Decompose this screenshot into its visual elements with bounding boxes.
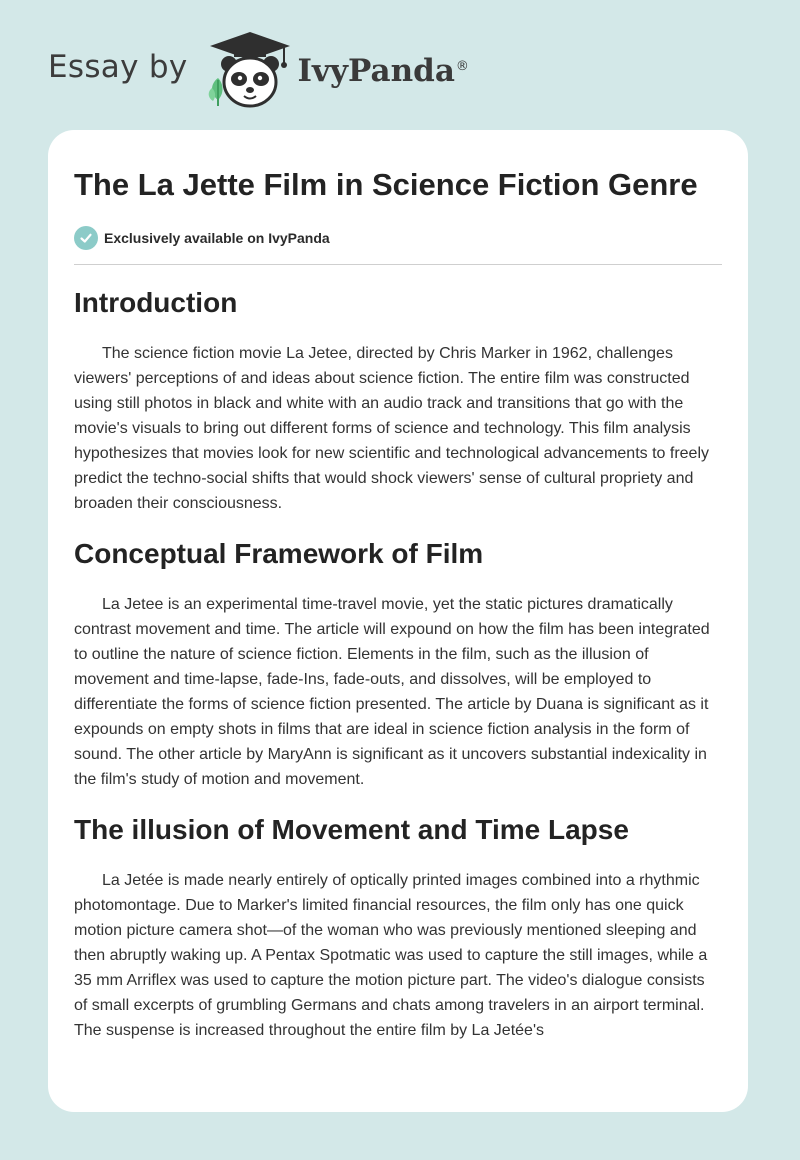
section-illusion-of-movement: [74, 812, 722, 1043]
section-heading: Conceptual Framework of Film: [74, 538, 484, 569]
section-introduction: [74, 285, 722, 516]
essay-title: The La Jette Film in Science Fiction Genre: [74, 167, 698, 202]
registered-mark: ®: [455, 58, 469, 74]
site-brand[interactable]: [48, 30, 508, 110]
exclusive-notice: [74, 226, 722, 265]
check-icon: [74, 226, 98, 250]
section-heading: The illusion of Movement and Time Lapse: [74, 814, 629, 845]
exclusive-label: Exclusively available on IvyPanda: [104, 230, 330, 246]
panda-mascot-icon: [204, 30, 296, 110]
section-paragraph: La Jetee is an experimental time-travel movie, yet the static pictures dramatically contrast movement and time. The article will expound on how the film has been integrated to outline the nature of science fiction. Elements in the film, such as the illusion of movement and time-lapse, fade-Ins, fade-outs, and dissolves, will be employed to differentiate the forms of science fiction presented. The article by Duana is significant as it expounds on empty shots in films that are ideal in science fiction analysis in the form of sound. The other article by MaryAnn is significant as it uncovers substantial indexicality in the film's study of motion and movement.: [74, 596, 710, 788]
section-heading: Introduction: [74, 287, 238, 318]
section-paragraph: La Jetée is made nearly entirely of optically printed images combined into a rhythmic photomontage. Due to Marker's limited financial resources, the film only has one quick motion picture camera shot—of the woman who was previously mentioned sleeping and then abruptly waking up. A Pentax Spotmatic was used to capture the still images, while a 35 mm Arriflex was used to capture the motion picture part. The video's dialogue consists of small excerpts of grumbling Germans and chats among travelers in an airport terminal. The suspense is increased throughout the entire film by La Jetée's: [74, 872, 708, 1039]
brand-name: IvyPanda: [297, 53, 455, 89]
section-paragraph: The science fiction movie La Jetee, directed by Chris Marker in 1962, challenges viewers' perceptions of and ideas about science fiction. The entire film was constructed using still photos in black and white with an audio track and transitions that go with the movie's visuals to bring out different forms of science and technology. This film analysis hypothesizes that movies look for new scientific and technological advancements to freely predict the techno-social shifts that would shock viewers' sense of cultural propriety and broaden their consciousness.: [74, 345, 710, 512]
section-conceptual-framework: [74, 536, 722, 792]
brand-prefix: Essay by: [48, 49, 188, 85]
essay-card: [48, 130, 748, 1112]
